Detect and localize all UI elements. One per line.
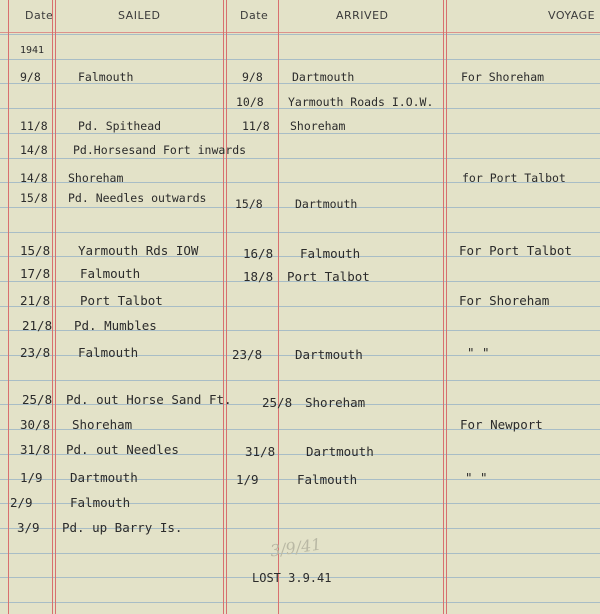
sailed-place: Falmouth — [78, 70, 134, 84]
arrived-place: Shoreham — [290, 119, 346, 133]
arrived-place: Dartmouth — [295, 347, 363, 362]
sailed-place: Pd. out Horse Sand Ft. — [66, 392, 232, 407]
voyage-note: for Port Talbot — [462, 171, 566, 185]
arrived-place: Port Talbot — [287, 269, 370, 284]
sailed-place: Falmouth — [78, 345, 139, 360]
arrived-place: Dartmouth — [295, 197, 358, 211]
ruled-line — [0, 133, 600, 134]
sailed-place: Pd. Mumbles — [74, 318, 157, 333]
voyage-note: For Port Talbot — [459, 243, 572, 258]
arrived-date: 16/8 — [243, 246, 274, 261]
header-rule — [0, 32, 600, 33]
ruled-line — [0, 59, 600, 60]
sailed-date: 1/9 — [20, 470, 43, 485]
sailed-date: 3/9 — [17, 520, 40, 535]
arrived-date: 9/8 — [242, 70, 263, 84]
arrived-date: 11/8 — [242, 119, 270, 133]
ruled-line — [0, 34, 600, 35]
sailed-date: 21/8 — [20, 293, 51, 308]
arrived-date: 18/8 — [243, 269, 274, 284]
sailed-place: Yarmouth Rds IOW — [78, 243, 199, 258]
arrived-date: 10/8 — [236, 95, 264, 109]
sailed-place: Pd. out Needles — [66, 442, 179, 457]
sailed-date: 23/8 — [20, 345, 51, 360]
sailed-date: 15/8 — [20, 191, 48, 205]
ruled-line — [0, 602, 600, 603]
sailed-date: 9/8 — [20, 70, 41, 84]
year-label: 1941 — [20, 45, 45, 56]
sailed-place: Port Talbot — [80, 293, 163, 308]
sailed-date: 17/8 — [20, 266, 51, 281]
arrived-date: 15/8 — [235, 197, 263, 211]
column-rule-sailed — [223, 0, 227, 614]
arrived-date: 31/8 — [245, 444, 276, 459]
sailed-date: 15/8 — [20, 243, 51, 258]
arrived-place: Falmouth — [297, 472, 358, 487]
arrived-date: 23/8 — [232, 347, 263, 362]
sailed-place: Pd. up Barry Is. — [62, 520, 183, 535]
lost-note: LOST 3.9.41 — [252, 571, 332, 585]
sailed-date: 21/8 — [22, 318, 53, 333]
sailed-date: 2/9 — [10, 495, 33, 510]
sailed-place: Shoreham — [68, 171, 124, 185]
voyage-note: " " — [465, 470, 488, 485]
sailed-place: Pd. Needles outwards — [68, 191, 207, 205]
sailed-date: 25/8 — [22, 392, 53, 407]
arrived-date: 25/8 — [262, 395, 293, 410]
arrived-place: Dartmouth — [306, 444, 374, 459]
header-date-arrived: Date — [240, 9, 269, 22]
ruled-line — [0, 380, 600, 381]
arrived-date: 1/9 — [236, 472, 259, 487]
header-voyage: VOYAGE — [548, 9, 596, 22]
column-rule-date1 — [52, 0, 56, 614]
sailed-date: 14/8 — [20, 143, 48, 157]
ruled-line — [0, 232, 600, 233]
sailed-date: 11/8 — [20, 119, 48, 133]
sailed-date: 14/8 — [20, 171, 48, 185]
column-header-row — [0, 0, 600, 34]
voyage-note: " " — [467, 345, 490, 360]
arrived-place: Dartmouth — [292, 70, 355, 84]
voyage-note: For Shoreham — [459, 293, 550, 308]
header-sailed: SAILED — [118, 9, 161, 22]
sailed-place: Pd. Spithead — [78, 119, 162, 133]
column-rule-arrived — [443, 0, 447, 614]
faint-date-stamp: 3/9/41 — [268, 534, 323, 561]
arrived-place: Yarmouth Roads I.O.W. — [288, 95, 434, 109]
sailed-place: Pd.Horsesand Fort inwards — [73, 143, 247, 157]
sailed-place: Dartmouth — [70, 470, 138, 485]
sailed-place: Shoreham — [72, 417, 133, 432]
arrived-place: Falmouth — [300, 246, 361, 261]
header-arrived: ARRIVED — [336, 9, 389, 22]
sailed-place: Falmouth — [80, 266, 141, 281]
sailed-date: 31/8 — [20, 442, 51, 457]
sailed-date: 30/8 — [20, 417, 51, 432]
ruled-line — [0, 158, 600, 159]
voyage-note: For Newport — [460, 417, 543, 432]
voyage-note: For Shoreham — [461, 70, 545, 84]
sailed-place: Falmouth — [70, 495, 131, 510]
column-rule-date2 — [278, 0, 279, 614]
arrived-place: Shoreham — [305, 395, 366, 410]
margin-rule — [8, 0, 9, 614]
header-date-sailed: Date — [25, 9, 54, 22]
